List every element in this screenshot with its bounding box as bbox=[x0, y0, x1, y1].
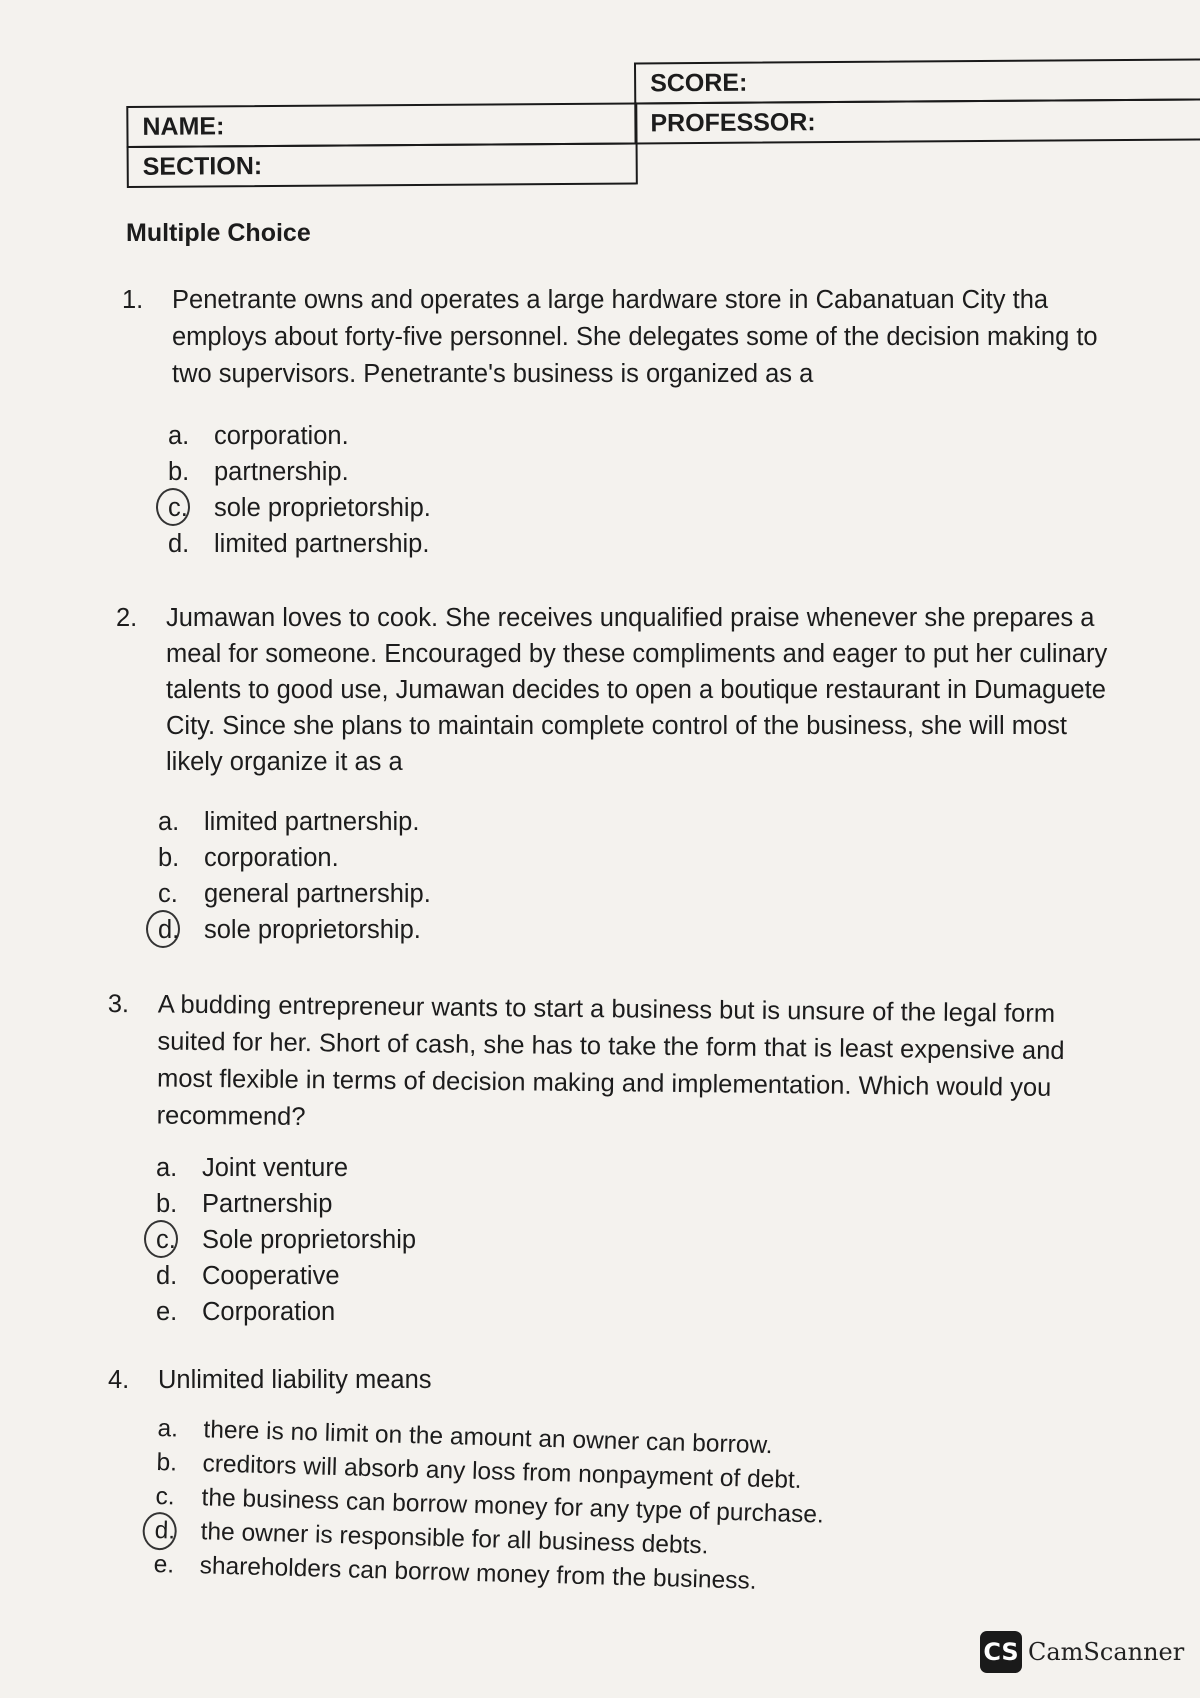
section-label: SECTION: bbox=[142, 151, 263, 181]
option-e bbox=[153, 1548, 757, 1595]
section-heading: Multiple Choice bbox=[126, 219, 311, 247]
option-text: Sole proprietorship bbox=[202, 1226, 417, 1254]
option-letter: e. bbox=[156, 1298, 178, 1326]
name-field bbox=[126, 102, 637, 148]
option-text: there is no limit on the amount an owner can borrow. bbox=[203, 1416, 773, 1460]
option-text: sole proprietorship. bbox=[204, 916, 421, 944]
option-letter: b. bbox=[156, 1448, 178, 1477]
option-text: Cooperative bbox=[202, 1262, 340, 1290]
option-letter: c. bbox=[155, 1482, 176, 1511]
question-text: Jumawan loves to cook. She receives unqualified praise whenever she prepares a meal for someone. Encouraged by these compliments and eager to put her culinary talents to good use, Jumawan decides to open a boutique restaurant in Dumaguete City. Since she plans to maintain complete control of the business, she will most likely organize it as a bbox=[166, 604, 1108, 776]
header-table bbox=[126, 59, 1200, 184]
option-b bbox=[156, 1446, 802, 1494]
option-text: corporation. bbox=[214, 422, 349, 450]
professor-label: PROFESSOR: bbox=[650, 107, 816, 137]
option-letter: d. bbox=[156, 1262, 178, 1290]
option-letter: d. bbox=[158, 916, 180, 944]
camscanner-logo-icon: CS bbox=[980, 1631, 1022, 1673]
question-text: Penetrante owns and operates a large hardware store in Cabanatuan City tha employs about forty-five personnel. She delegates some of the decision making to two supervisors. Penetrante's business is organized as a bbox=[172, 286, 1098, 388]
option-letter: b. bbox=[168, 458, 190, 486]
option-d bbox=[154, 1514, 709, 1560]
option-letter: a. bbox=[158, 808, 180, 836]
option-text: creditors will absorb any loss from nonpayment of debt. bbox=[202, 1450, 802, 1494]
option-text: Partnership bbox=[202, 1190, 333, 1218]
question-4-options bbox=[153, 1412, 825, 1595]
option-letter: d. bbox=[154, 1516, 176, 1545]
score-field bbox=[634, 58, 1200, 104]
camscanner-watermark bbox=[980, 1630, 1184, 1674]
option-text: the business can borrow money for any type of purchase. bbox=[201, 1484, 825, 1529]
name-label: NAME: bbox=[142, 111, 225, 141]
question-number: 2. bbox=[116, 604, 138, 632]
question-number: 4. bbox=[108, 1366, 130, 1394]
option-letter: b. bbox=[156, 1190, 178, 1218]
option-letter: c. bbox=[158, 880, 178, 908]
option-text: shareholders can borrow money from the business. bbox=[199, 1552, 757, 1595]
question-text: Unlimited liability means bbox=[158, 1366, 432, 1394]
option-text: sole proprietorship. bbox=[214, 494, 431, 522]
option-letter: e. bbox=[153, 1550, 175, 1579]
option-text: the owner is responsible for all business debts. bbox=[200, 1518, 709, 1560]
option-letter: a. bbox=[168, 422, 190, 450]
option-letter: c. bbox=[168, 494, 188, 522]
question-number: 1. bbox=[122, 286, 144, 314]
option-text: Corporation bbox=[202, 1298, 336, 1326]
option-text: corporation. bbox=[204, 844, 339, 872]
option-text: partnership. bbox=[214, 458, 349, 486]
option-text: Joint venture bbox=[202, 1154, 349, 1182]
option-letter: d. bbox=[168, 530, 190, 558]
option-text: limited partnership. bbox=[204, 808, 420, 836]
option-letter: a. bbox=[156, 1154, 178, 1182]
option-letter: a. bbox=[157, 1414, 179, 1443]
score-label: SCORE: bbox=[650, 68, 748, 97]
option-a bbox=[157, 1412, 773, 1460]
section-field bbox=[127, 142, 638, 188]
option-letter: b. bbox=[158, 844, 180, 872]
option-text: limited partnership. bbox=[214, 530, 430, 558]
option-letter: c. bbox=[156, 1226, 176, 1254]
professor-field bbox=[634, 98, 1200, 144]
option-c bbox=[155, 1480, 825, 1529]
question-text: A budding entrepreneur wants to start a business but is unsure of the legal form suited for her. Short of cash, she has to take the form that is least expensive and most flexible in terms of decision making and implementation. Which would you recommend? bbox=[156, 990, 1065, 1132]
camscanner-name: CamScanner bbox=[1028, 1638, 1185, 1666]
option-text: general partnership. bbox=[204, 880, 431, 908]
question-number: 3. bbox=[107, 989, 130, 1019]
